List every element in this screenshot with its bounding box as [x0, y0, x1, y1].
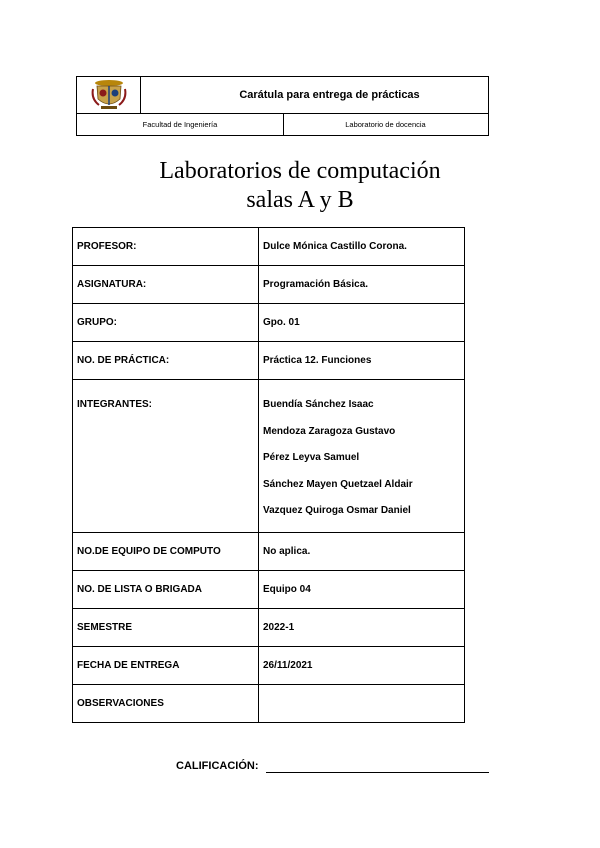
value-observaciones — [259, 684, 465, 722]
row-practica — [73, 342, 465, 380]
university-crest-icon — [89, 79, 129, 111]
header-title-cell — [141, 77, 488, 113]
value-lista: Equipo 04 — [259, 570, 465, 608]
value-equipo: No aplica. — [259, 532, 465, 570]
header-title: Carátula para entrega de prácticas — [239, 89, 420, 101]
label-semestre: SEMESTRE — [73, 608, 259, 646]
calificacion-line — [266, 772, 489, 773]
member-item: Buendía Sánchez Isaac — [263, 399, 374, 410]
info-table — [72, 227, 465, 723]
label-fecha: FECHA DE ENTREGA — [73, 646, 259, 684]
member-item: Vazquez Quiroga Osmar Daniel — [263, 505, 411, 516]
value-semestre: 2022-1 — [259, 608, 465, 646]
label-profesor: PROFESOR: — [73, 228, 259, 266]
value-integrantes — [259, 380, 465, 533]
label-equipo: NO.DE EQUIPO DE COMPUTO — [73, 532, 259, 570]
label-integrantes: INTEGRANTES: — [73, 380, 259, 533]
row-semestre — [73, 608, 465, 646]
member-item: Sánchez Mayen Quetzael Aldair — [263, 478, 413, 490]
value-grupo: Gpo. 01 — [259, 304, 465, 342]
member-item: Pérez Leyva Samuel — [263, 452, 360, 463]
label-lista: NO. DE LISTA O BRIGADA — [73, 570, 259, 608]
row-observaciones — [73, 684, 465, 722]
value-profesor: Dulce Mónica Castillo Corona. — [259, 228, 465, 266]
university-logo-cell — [77, 77, 141, 113]
row-profesor — [73, 228, 465, 266]
value-asignatura: Programación Básica. — [259, 266, 465, 304]
row-asignatura — [73, 266, 465, 304]
calificacion-label: CALIFICACIÓN: — [176, 760, 259, 772]
label-asignatura: ASIGNATURA: — [73, 266, 259, 304]
page-title-line1: Laboratorios de computación — [159, 158, 441, 184]
row-equipo — [73, 532, 465, 570]
member-item: Mendoza Zaragoza Gustavo — [263, 425, 396, 437]
page-title-line2: salas A y B — [246, 187, 354, 213]
lab-label: Laboratorio de docencia — [345, 120, 426, 129]
row-grupo — [73, 304, 465, 342]
label-grupo: GRUPO: — [73, 304, 259, 342]
label-practica: NO. DE PRÁCTICA: — [73, 342, 259, 380]
faculty-label: Facultad de Ingeniería — [77, 114, 284, 135]
value-fecha: 26/11/2021 — [259, 646, 465, 684]
header-subrow — [77, 113, 488, 135]
label-observaciones: OBSERVACIONES — [73, 684, 259, 722]
row-integrantes — [73, 380, 465, 533]
header-table — [76, 76, 489, 136]
value-practica: Práctica 12. Funciones — [259, 342, 465, 380]
row-fecha — [73, 646, 465, 684]
row-lista — [73, 570, 465, 608]
